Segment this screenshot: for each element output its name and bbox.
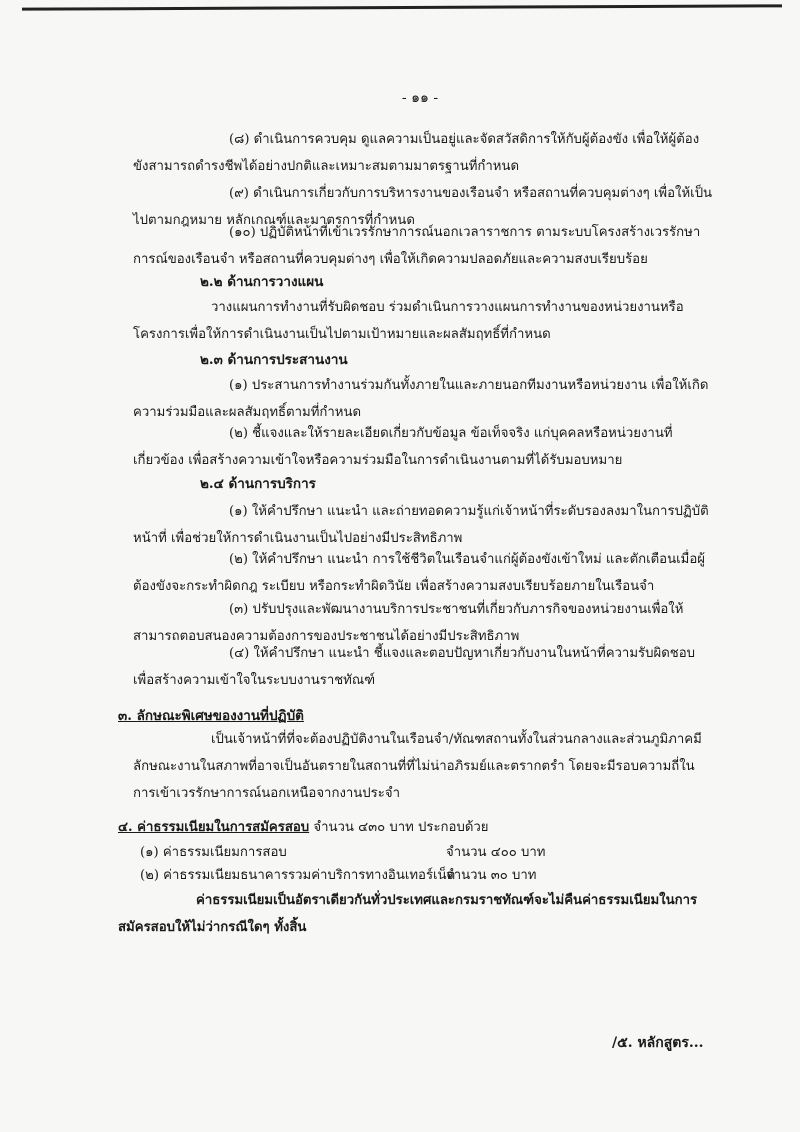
fee-note: ค่าธรรมเนียมเป็นอัตราเดียวกันทั่วประเทศและกรมราชทัณฑ์จะไม่คืนค่าธรรมเนียมในการสมัครสอบให้ไม่ว่ากรณีใดๆ ทั้งสิ้น [118,893,698,935]
section-4-heading: ๔. ค่าธรรมเนียมในการสมัครสอบ [118,820,310,835]
section-4-heading-rest: จำนวน ๔๓๐ บาท ประกอบด้วย [309,820,489,835]
section-2-2-text: วางแผนการทำงานที่รับผิดชอบ ร่วมดำเนินการวางแผนการทำงานของหน่วยงานหรือโครงการเพื่อให้การดำเนินงานเป็นไปตามเป้าหมายและผลสัมฤทธิ์ที่กำหนด [133,300,684,342]
section-3-heading: ๓. ลักษณะพิเศษของงานที่ปฏิบัติ [118,708,304,724]
section-2-3-item-2: (๒) ชี้แจงและให้รายละเอียดเกี่ยวกับข้อมูล ข้อเท็จจริง แก่บุคคลหรือหน่วยงานที่เกี่ยวข้อง เพื่อสร้างความเข้าใจหรือความร่วมมือในการดำเนินงานตามที่ได้รับมอบหมาย [133,426,673,468]
paragraph-item-10: (๑๐) ปฏิบัติหน้าที่เข้าเวรรักษาการณ์นอกเวลาราชการ ตามระบบโครงสร้างเวรรักษาการณ์ของเรือนจำ หรือสถานที่ควบคุมต่างๆ เพื่อให้เกิดความปลอดภัยและความสงบเรียบร้อย [133,225,701,267]
fee-item-label: (๒) ค่าธรรมเนียมธนาคารรวมค่าบริการทางอินเทอร์เน็ต [140,868,456,883]
section-2-2-heading: ๒.๒ ด้านการวางแผน [200,274,324,290]
next-page-continuation: /๕. หลักสูตร... [612,1035,704,1051]
page-number: - ๑๑ - [401,90,439,106]
section-2-4-heading: ๒.๔ ด้านการบริการ [200,476,316,492]
section-2-3-item-1: (๑) ประสานการทำงานร่วมกันทั้งภายในและภายนอกทีมงานหรือหน่วยงาน เพื่อให้เกิดความร่วมมือและผลสัมฤทธิ์ตามที่กำหนด [133,378,709,420]
section-2-4-item-3: (๓) ปรับปรุงและพัฒนางานบริการประชาชนที่เกี่ยวกับภารกิจของหน่วยงานเพื่อให้สามารถตอบสนองความต้องการของประชาชนได้อย่างมีประสิทธิภาพ [133,602,684,644]
section-4-heading-line [118,816,489,837]
section-3-text: เป็นเจ้าหน้าที่ที่จะต้องปฏิบัติงานในเรือนจำ/ทัณฑสถานทั้งในส่วนกลางและส่วนภูมิภาคมีลักษณะงานในสภาพที่อาจเป็นอันตรายในสถานที่ที่ไม่น่าอภิรมย์และตรากตรำ โดยจะมีรอบความถี่ในการเข้าเวรรักษาการณ์นอกเหนือจากงานประจำ [133,732,702,801]
section-2-4-item-4: (๔) ให้คำปรึกษา แนะนำ ชี้แจงและตอบปัญหาเกี่ยวกับงานในหน้าที่ความรับผิดชอบเพื่อสร้างความเข้าใจในระบบงานราชทัณฑ์ [133,646,696,688]
paragraph-item-8: (๘) ดำเนินการควบคุม ดูแลความเป็นอยู่และจัดสวัสดิการให้กับผู้ต้องขัง เพื่อให้ผู้ต้องขังสามารถดำรงชีพได้อย่างปกติและเหมาะสมตามมาตรฐานที่กำหนด [133,132,700,174]
fee-item-amount: จำนวน ๔๐๐ บาท [446,845,546,860]
fee-item-label: (๑) ค่าธรรมเนียมการสอบ [140,845,287,860]
section-2-4-item-2: (๒) ให้คำปรึกษา แนะนำ การใช้ชีวิตในเรือนจำแก่ผู้ต้องขังเข้าใหม่ และตักเตือนเมื่อผู้ต้องขังจะกระทำผิดกฎ ระเบียบ หรือกระทำผิดวินัย เพื่อสร้างความสงบเรียบร้อยภายในเรือนจำ [133,552,705,594]
top-border-line [22,4,782,10]
fee-item-amount: จำนวน ๓๐ บาท [446,868,537,883]
section-2-3-heading: ๒.๓ ด้านการประสานงาน [200,352,348,368]
section-2-4-item-1: (๑) ให้คำปรึกษา แนะนำ และถ่ายทอดความรู้แก่เจ้าหน้าที่ระดับรองลงมาในการปฏิบัติหน้าที่ เพื่อช่วยให้การดำเนินงานเป็นไปอย่างมีประสิทธิภาพ [133,504,709,546]
paragraph-item-9: (๙) ดำเนินการเกี่ยวกับการบริหารงานของเรือนจำ หรือสถานที่ควบคุมต่างๆ เพื่อให้เป็นไปตามกฎหมาย หลักเกณฑ์และมาตรการที่กำหนด [133,186,713,228]
